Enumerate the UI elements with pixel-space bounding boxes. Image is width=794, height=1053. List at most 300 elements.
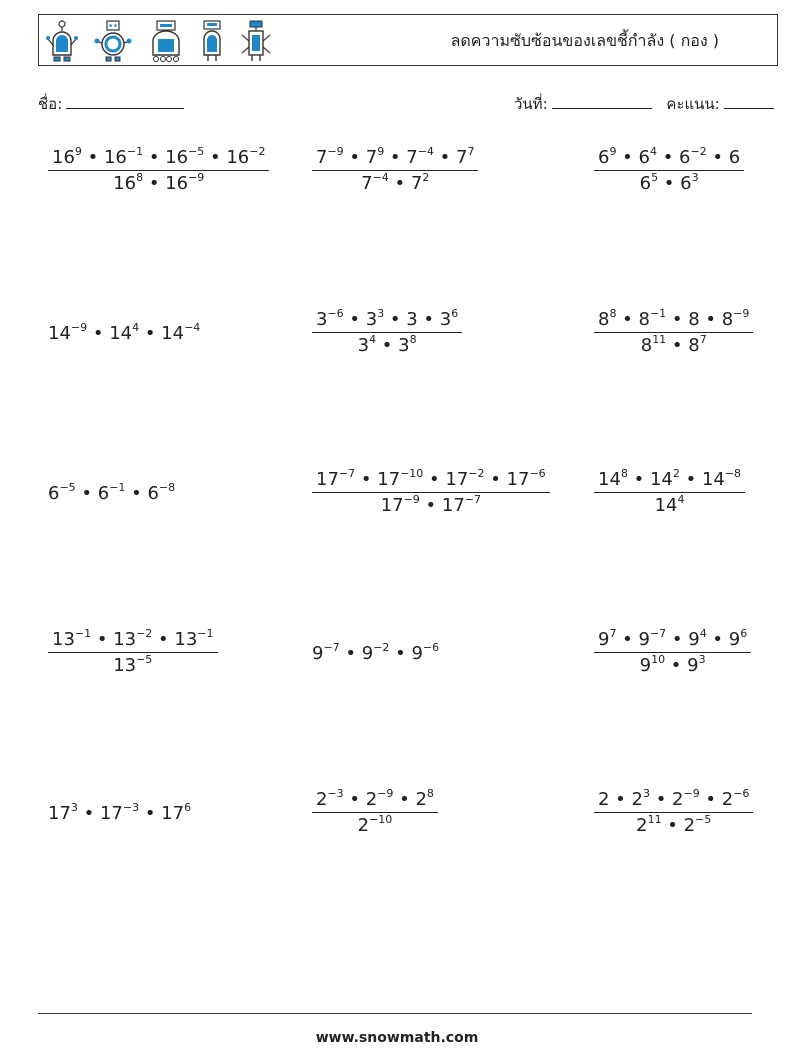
denominator bbox=[594, 812, 753, 836]
worksheet-header bbox=[38, 14, 778, 66]
exponent: 4 bbox=[649, 145, 657, 158]
base: 14 bbox=[654, 495, 678, 516]
base: 9 bbox=[361, 643, 374, 664]
exponent: −2 bbox=[249, 145, 266, 158]
base: 8 bbox=[598, 309, 610, 330]
score-label: คะแนน: bbox=[666, 95, 720, 113]
numerator bbox=[48, 629, 218, 652]
multiply-dot: • bbox=[388, 173, 411, 194]
power-term bbox=[165, 173, 204, 194]
fraction bbox=[594, 469, 745, 516]
exponent: −9 bbox=[733, 307, 750, 320]
problem-8 bbox=[312, 469, 550, 516]
power-term bbox=[636, 815, 661, 836]
expression bbox=[312, 642, 439, 664]
exponent: −4 bbox=[417, 145, 434, 158]
multiply-dot: • bbox=[417, 309, 440, 330]
power-term bbox=[113, 629, 152, 650]
base: 8 bbox=[688, 335, 700, 356]
base: 17 bbox=[161, 803, 185, 824]
fraction bbox=[312, 469, 550, 516]
base: 2 bbox=[721, 789, 734, 810]
power-term bbox=[174, 629, 213, 650]
base: 9 bbox=[598, 629, 610, 650]
multiply-dot: • bbox=[666, 335, 689, 356]
multiply-dot: • bbox=[343, 789, 366, 810]
multiply-dot: • bbox=[679, 469, 702, 490]
fraction bbox=[48, 629, 218, 676]
power-term bbox=[672, 789, 700, 810]
base: 3 bbox=[439, 309, 452, 330]
fraction bbox=[312, 147, 478, 194]
base: 14 bbox=[161, 323, 185, 344]
base: 17 bbox=[506, 469, 530, 490]
power-term bbox=[640, 173, 658, 194]
base: 7 bbox=[410, 173, 423, 194]
multiply-dot: • bbox=[376, 335, 399, 356]
base: 17 bbox=[445, 469, 469, 490]
base: 7 bbox=[365, 147, 378, 168]
base: 13 bbox=[174, 629, 198, 650]
base: 3 bbox=[365, 309, 378, 330]
power-term bbox=[684, 815, 712, 836]
base: 9 bbox=[312, 643, 324, 664]
base: 14 bbox=[48, 323, 71, 344]
exponent: −3 bbox=[122, 801, 140, 814]
exponent: −4 bbox=[372, 171, 389, 184]
denominator bbox=[312, 812, 438, 836]
exponent: 3 bbox=[691, 171, 699, 184]
base: 2 bbox=[672, 789, 684, 810]
exponent: 11 bbox=[652, 333, 667, 346]
base: 6 bbox=[639, 173, 652, 194]
power-term bbox=[445, 469, 484, 490]
exponent: 4 bbox=[132, 321, 140, 334]
numerator bbox=[48, 147, 269, 170]
exponent: −9 bbox=[377, 787, 394, 800]
problem-14 bbox=[312, 789, 438, 836]
exponent: 4 bbox=[699, 627, 707, 640]
power-term bbox=[361, 173, 389, 194]
multiply-dot: • bbox=[699, 789, 722, 810]
base: 8 bbox=[638, 309, 650, 330]
multiply-dot: • bbox=[339, 643, 362, 664]
base: 6 bbox=[97, 483, 110, 504]
base: 17 bbox=[380, 495, 404, 516]
robot-icon bbox=[239, 19, 273, 63]
date-blank[interactable] bbox=[552, 94, 652, 109]
base: 9 bbox=[411, 643, 423, 664]
power-term bbox=[48, 803, 78, 824]
base: 7 bbox=[316, 147, 328, 168]
robot-icons bbox=[45, 19, 273, 63]
power-term bbox=[113, 173, 143, 194]
base: 6 bbox=[598, 147, 610, 168]
multiply-dot: • bbox=[384, 147, 407, 168]
multiply-dot: • bbox=[616, 629, 639, 650]
power-term bbox=[362, 643, 390, 664]
multiply-dot: • bbox=[343, 309, 366, 330]
base: 2 bbox=[365, 789, 378, 810]
base: 9 bbox=[688, 629, 700, 650]
exponent: 3 bbox=[377, 307, 385, 320]
power-term bbox=[113, 655, 152, 676]
exponent: −10 bbox=[369, 813, 393, 826]
multiply-dot: • bbox=[81, 147, 104, 168]
base: 16 bbox=[113, 173, 137, 194]
fraction bbox=[594, 629, 751, 676]
exponent: 8 bbox=[426, 787, 434, 800]
expression bbox=[48, 482, 175, 504]
multiply-dot: • bbox=[666, 309, 689, 330]
denominator bbox=[312, 332, 462, 356]
multiply-dot: • bbox=[384, 309, 407, 330]
score-blank[interactable] bbox=[724, 94, 774, 109]
power-term bbox=[650, 469, 680, 490]
multiply-dot: • bbox=[204, 147, 227, 168]
robot-icon bbox=[93, 19, 133, 63]
base: 2 bbox=[598, 789, 610, 810]
exponent: 8 bbox=[609, 307, 617, 320]
worksheet-title: ลดความซับซ้อนของเลขชี้กำลัง ( กอง ) bbox=[450, 31, 719, 50]
fraction bbox=[594, 309, 753, 356]
power-term bbox=[165, 147, 204, 168]
footer-url: www.snowmath.com bbox=[315, 1030, 479, 1046]
power-term bbox=[440, 309, 458, 330]
power-term bbox=[48, 323, 87, 344]
exponent: −8 bbox=[158, 481, 176, 494]
power-term bbox=[398, 335, 416, 356]
power-term bbox=[722, 789, 750, 810]
multiply-dot: • bbox=[658, 173, 681, 194]
base: 6 bbox=[48, 483, 60, 504]
base: 9 bbox=[687, 655, 699, 676]
exponent: 9 bbox=[609, 145, 617, 158]
base: 8 bbox=[721, 309, 734, 330]
numerator bbox=[594, 147, 744, 170]
multiply-dot: • bbox=[666, 629, 689, 650]
power-term bbox=[456, 147, 474, 168]
exponent: 11 bbox=[647, 813, 662, 826]
power-term bbox=[507, 469, 546, 490]
base: 7 bbox=[361, 173, 373, 194]
exponent: −6 bbox=[529, 467, 546, 480]
power-term bbox=[406, 309, 417, 330]
multiply-dot: • bbox=[706, 629, 729, 650]
exponent: 6 bbox=[451, 307, 459, 320]
base: 2 bbox=[631, 789, 643, 810]
exponent: 6 bbox=[184, 801, 192, 814]
robot-icon bbox=[45, 19, 79, 63]
base: 16 bbox=[165, 147, 189, 168]
problem-1 bbox=[48, 147, 269, 194]
power-term bbox=[680, 173, 698, 194]
power-term bbox=[104, 147, 143, 168]
base: 14 bbox=[649, 469, 673, 490]
base: 3 bbox=[406, 309, 418, 330]
denominator bbox=[48, 652, 218, 676]
power-term bbox=[632, 789, 650, 810]
name-blank[interactable] bbox=[66, 94, 184, 109]
problem-15 bbox=[594, 789, 753, 836]
exponent: −5 bbox=[695, 813, 712, 826]
multiply-dot: • bbox=[616, 309, 639, 330]
base: 17 bbox=[99, 803, 123, 824]
base: 7 bbox=[455, 147, 468, 168]
power-term bbox=[52, 629, 91, 650]
base: 6 bbox=[679, 147, 691, 168]
denominator bbox=[594, 652, 751, 676]
power-term bbox=[366, 147, 384, 168]
power-term bbox=[161, 803, 191, 824]
exponent: −1 bbox=[649, 307, 667, 320]
base: 13 bbox=[52, 629, 75, 650]
power-term bbox=[415, 789, 433, 810]
exponent: −2 bbox=[136, 627, 153, 640]
power-term bbox=[598, 629, 616, 650]
exponent: −5 bbox=[188, 145, 205, 158]
base: 2 bbox=[636, 815, 648, 836]
exponent: −9 bbox=[403, 493, 420, 506]
power-term bbox=[639, 309, 667, 330]
problem-13 bbox=[48, 802, 191, 824]
power-term bbox=[100, 803, 139, 824]
exponent: −5 bbox=[136, 653, 153, 666]
power-term bbox=[411, 173, 429, 194]
problem-11 bbox=[312, 642, 439, 664]
fraction bbox=[312, 789, 438, 836]
exponent: 9 bbox=[377, 145, 385, 158]
power-term bbox=[679, 147, 707, 168]
exponent: −2 bbox=[690, 145, 707, 158]
multiply-dot: • bbox=[77, 803, 100, 824]
power-term bbox=[358, 335, 376, 356]
power-term bbox=[48, 483, 76, 504]
base: 3 bbox=[398, 335, 410, 356]
power-term bbox=[655, 495, 685, 516]
base: 2 bbox=[316, 789, 328, 810]
fraction bbox=[594, 789, 753, 836]
base: 13 bbox=[113, 655, 137, 676]
multiply-dot: • bbox=[661, 815, 684, 836]
base: 8 bbox=[688, 309, 700, 330]
numerator bbox=[312, 789, 438, 812]
exponent: 8 bbox=[620, 467, 628, 480]
power-term bbox=[366, 789, 394, 810]
base: 2 bbox=[683, 815, 696, 836]
base: 9 bbox=[639, 655, 652, 676]
power-term bbox=[702, 469, 741, 490]
exponent: 7 bbox=[699, 333, 707, 346]
expression bbox=[48, 322, 200, 344]
multiply-dot: • bbox=[355, 469, 378, 490]
power-term bbox=[98, 483, 126, 504]
problem-6 bbox=[594, 309, 753, 356]
multiply-dot: • bbox=[627, 469, 650, 490]
date-label: วันที่: bbox=[514, 95, 548, 113]
problem-7 bbox=[48, 482, 175, 504]
power-term bbox=[316, 469, 355, 490]
power-term bbox=[316, 789, 344, 810]
multiply-dot: • bbox=[87, 323, 110, 344]
numerator bbox=[594, 629, 751, 652]
problem-5 bbox=[312, 309, 462, 356]
base: 13 bbox=[113, 629, 137, 650]
exponent: −5 bbox=[59, 481, 76, 494]
robot-icon bbox=[199, 19, 225, 63]
base: 9 bbox=[728, 629, 741, 650]
multiply-dot: • bbox=[125, 483, 148, 504]
multiply-dot: • bbox=[389, 643, 412, 664]
base: 14 bbox=[109, 323, 133, 344]
exponent: 8 bbox=[409, 333, 417, 346]
power-term bbox=[598, 789, 609, 810]
multiply-dot: • bbox=[139, 803, 162, 824]
power-term bbox=[358, 815, 393, 836]
name-label: ชื่อ: bbox=[38, 95, 63, 113]
exponent: −3 bbox=[327, 787, 344, 800]
exponent: −6 bbox=[422, 641, 440, 654]
denominator bbox=[312, 170, 478, 194]
base: 16 bbox=[165, 173, 189, 194]
multiply-dot: • bbox=[699, 309, 722, 330]
exponent: −2 bbox=[468, 467, 485, 480]
base: 3 bbox=[357, 335, 370, 356]
power-term bbox=[641, 335, 666, 356]
multiply-dot: • bbox=[433, 147, 456, 168]
multiply-dot: • bbox=[393, 789, 416, 810]
multiply-dot: • bbox=[143, 147, 166, 168]
power-term bbox=[316, 147, 344, 168]
base: 14 bbox=[598, 469, 621, 490]
exponent: 3 bbox=[70, 801, 78, 814]
exponent: −9 bbox=[70, 321, 88, 334]
power-term bbox=[161, 323, 200, 344]
problem-3 bbox=[594, 147, 744, 194]
base: 2 bbox=[415, 789, 427, 810]
base: 17 bbox=[48, 803, 71, 824]
multiply-dot: • bbox=[656, 147, 680, 168]
exponent: −6 bbox=[327, 307, 344, 320]
power-term bbox=[381, 495, 420, 516]
exponent: 4 bbox=[677, 493, 685, 506]
denominator bbox=[594, 332, 753, 356]
multiply-dot: • bbox=[343, 147, 366, 168]
multiply-dot: • bbox=[609, 789, 632, 810]
exponent: −10 bbox=[400, 467, 424, 480]
multiply-dot: • bbox=[143, 173, 166, 194]
power-term bbox=[688, 309, 699, 330]
exponent: −1 bbox=[126, 145, 144, 158]
exponent: 3 bbox=[642, 787, 650, 800]
power-term bbox=[688, 335, 706, 356]
exponent: 6 bbox=[740, 627, 748, 640]
base: 6 bbox=[638, 147, 650, 168]
power-term bbox=[639, 147, 657, 168]
exponent: −2 bbox=[373, 641, 390, 654]
power-term bbox=[442, 495, 481, 516]
multiply-dot: • bbox=[423, 469, 446, 490]
exponent: −1 bbox=[197, 627, 214, 640]
base: 17 bbox=[441, 495, 465, 516]
problem-9 bbox=[594, 469, 745, 516]
base: 3 bbox=[316, 309, 328, 330]
exponent: 3 bbox=[698, 653, 706, 666]
exponent: −1 bbox=[109, 481, 126, 494]
fraction bbox=[594, 147, 744, 194]
base: 7 bbox=[406, 147, 418, 168]
numerator bbox=[594, 469, 745, 492]
exponent: 4 bbox=[369, 333, 377, 346]
power-term bbox=[722, 309, 750, 330]
footer-divider bbox=[38, 1013, 752, 1014]
exponent: −6 bbox=[733, 787, 750, 800]
problem-4 bbox=[48, 322, 200, 344]
exponent: −7 bbox=[323, 641, 340, 654]
multiply-dot: • bbox=[75, 483, 98, 504]
numerator bbox=[312, 309, 462, 332]
denominator bbox=[594, 170, 744, 194]
base: 6 bbox=[728, 147, 741, 168]
fraction bbox=[312, 309, 462, 356]
numerator bbox=[312, 469, 550, 492]
exponent: 2 bbox=[672, 467, 680, 480]
multiply-dot: • bbox=[139, 323, 162, 344]
power-term bbox=[729, 629, 747, 650]
base: 9 bbox=[638, 629, 650, 650]
numerator bbox=[312, 147, 478, 170]
exponent: 8 bbox=[136, 171, 144, 184]
power-term bbox=[729, 147, 740, 168]
power-term bbox=[406, 147, 434, 168]
multiply-dot: • bbox=[706, 147, 729, 168]
power-term bbox=[366, 309, 384, 330]
exponent: 9 bbox=[74, 145, 82, 158]
exponent: 2 bbox=[422, 171, 430, 184]
multiply-dot: • bbox=[91, 629, 114, 650]
power-term bbox=[411, 643, 439, 664]
exponent: 10 bbox=[651, 653, 666, 666]
power-term bbox=[598, 469, 628, 490]
date-score-fields bbox=[514, 92, 774, 116]
multiply-dot: • bbox=[484, 469, 507, 490]
power-term bbox=[109, 323, 139, 344]
numerator bbox=[594, 309, 753, 332]
expression bbox=[48, 802, 191, 824]
power-term bbox=[52, 147, 82, 168]
base: 16 bbox=[52, 147, 75, 168]
numerator bbox=[594, 789, 753, 812]
base: 17 bbox=[377, 469, 401, 490]
power-term bbox=[377, 469, 423, 490]
denominator bbox=[48, 170, 269, 194]
base: 8 bbox=[640, 335, 653, 356]
problem-2 bbox=[312, 147, 478, 194]
base: 2 bbox=[357, 815, 370, 836]
exponent: −7 bbox=[338, 467, 356, 480]
multiply-dot: • bbox=[616, 147, 639, 168]
base: 17 bbox=[316, 469, 339, 490]
power-term bbox=[598, 309, 616, 330]
multiply-dot: • bbox=[649, 789, 673, 810]
multiply-dot: • bbox=[152, 629, 175, 650]
exponent: −9 bbox=[683, 787, 700, 800]
power-term bbox=[598, 147, 616, 168]
exponent: 5 bbox=[651, 171, 659, 184]
base: 14 bbox=[701, 469, 725, 490]
base: 6 bbox=[147, 483, 159, 504]
power-term bbox=[687, 655, 705, 676]
